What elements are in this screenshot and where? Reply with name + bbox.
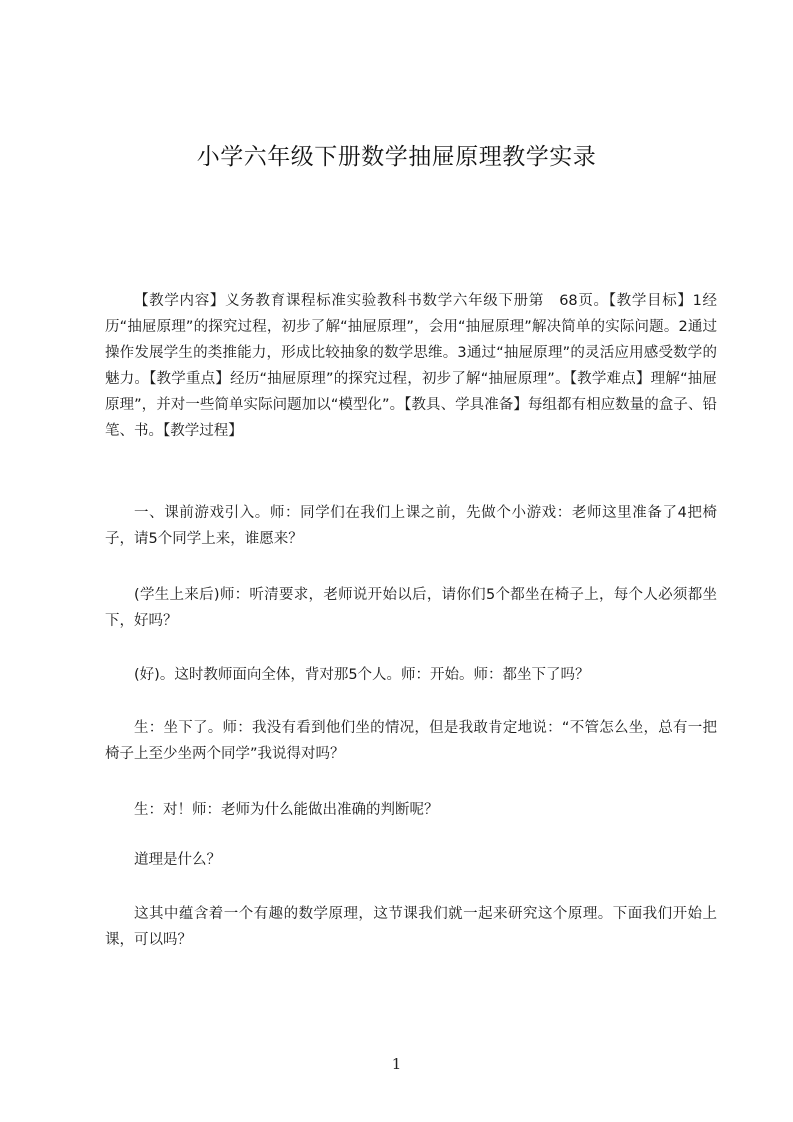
paragraph-begin-class — [105, 901, 717, 953]
paragraph-teaching-overview — [105, 288, 717, 444]
paragraph-reason — [105, 847, 717, 873]
paragraph-text: 道理是什么？ — [134, 852, 221, 868]
paragraph-text: (学生上来后)师：听清要求，老师说开始以后，请你们5个都坐在椅子上，每个人必须都坐下，好吗？ — [105, 587, 717, 629]
paragraph-text: 【教学内容】义务教育课程标准实验教科书数学六年级下册第 68页。【教学目标】1经历“抽屉原理”的探究过程，初步了解“抽屉原理”，会用“抽屉原理”解决简单的实际问题。2通过操作发展学生的类推能力，形成比较抽象的数学思维。3通过“抽屉原理”的灵活应用感受数学的魅力。【教学重点】经历“抽屉原理”的探究过程，初步了解“抽屉原理”。【教学难点】理解“抽屉原理”，并对一些简单实际问题加以“模型化”。【教具、学具准备】每组都有相应数量的盒子、铅笔、书。【教学过程】 — [105, 293, 717, 439]
paragraph-why — [105, 797, 717, 823]
paragraph-text: 这其中蕴含着一个有趣的数学原理，这节课我们就一起来研究这个原理。下面我们开始上课，可以吗？ — [105, 906, 717, 948]
document-title: 小学六年级下册数学抽屉原理教学实录 — [196, 144, 597, 170]
paragraph-start — [105, 662, 717, 688]
paragraph-game-intro — [105, 500, 717, 552]
paragraph-seated — [105, 715, 717, 767]
paragraph-text: 生：坐下了。师：我没有看到他们坐的情况，但是我敢肯定地说：“不管怎么坐，总有一把椅子上至少坐两个同学”我说得对吗？ — [105, 720, 717, 762]
paragraph-text: 一、课前游戏引入。师：同学们在我们上课之前，先做个小游戏：老师这里准备了4把椅子，请5个同学上来，谁愿来？ — [105, 505, 717, 547]
paragraph-text: 生：对！师：老师为什么能做出准确的判断呢？ — [134, 802, 439, 818]
paragraph-instructions — [105, 582, 717, 634]
paragraph-text: (好)。这时教师面向全体，背对那5个人。师：开始。师：都坐下了吗？ — [134, 667, 590, 683]
page-number: 1 — [391, 1055, 402, 1073]
